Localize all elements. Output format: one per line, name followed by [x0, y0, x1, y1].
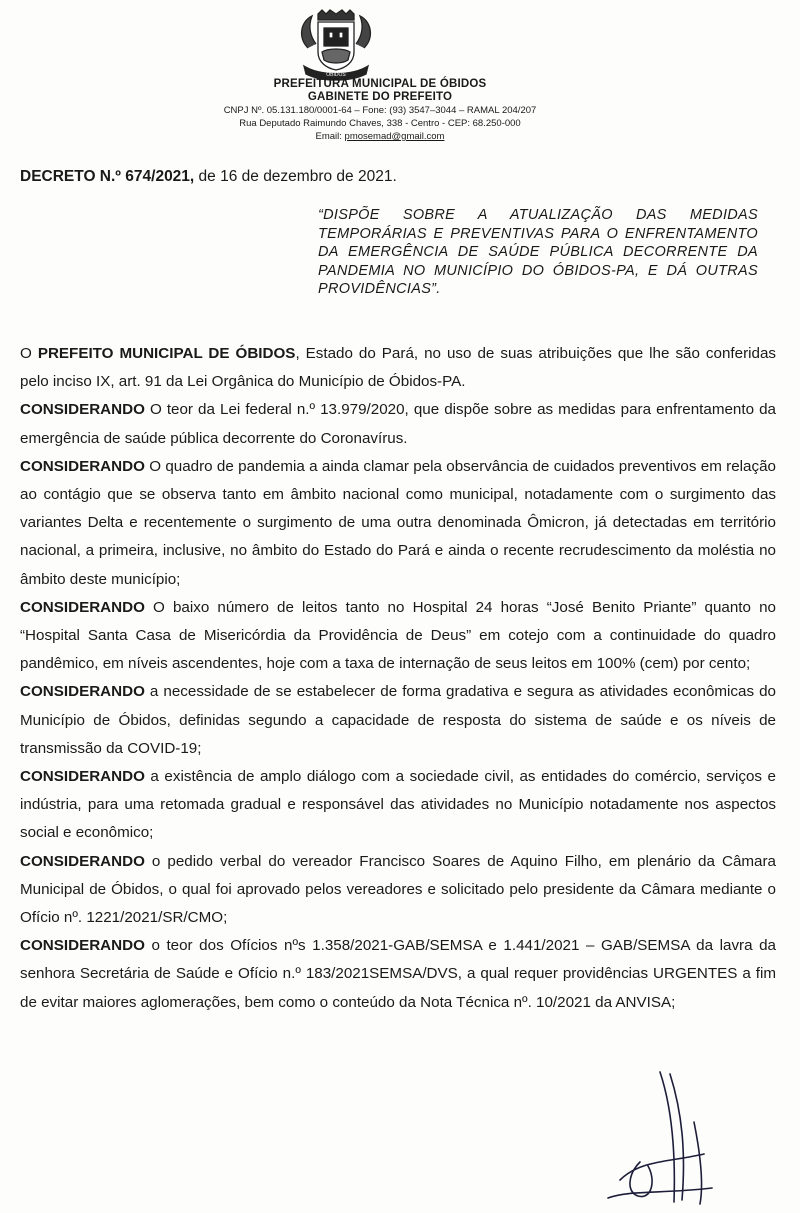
considerando-text: O quadro de pandemia a ainda clamar pela observância de cuidados preventivos em relação ao contágio que se observa tanto em âmbito nacional como municipal, notadamente com o surgimento das variantes Delta e recentemente o surgimento de uma outra denominada Ômicron, já detectadas em território nacional, a primeira, inclusive, no âmbito do Estado do Pará e ainda o recente recrudescimento da moléstia no âmbito deste município;: [20, 457, 776, 588]
decree-summary: “DISPÕE SOBRE A ATUALIZAÇÃO DAS MEDIDAS TEMPORÁRIAS E PREVENTIVAS PARA O ENFRENTAMENTO DA EMERGÊNCIA DE SAÚDE PÚBLICA DECORRENTE DA PANDEMIA NO MUNICÍPIO DO ÓBIDOS-PA, E DÁ OUTRAS PROVIDÊNCIAS”.: [318, 207, 758, 298]
decree-number: DECRETO N.º 674/2021,: [20, 168, 195, 185]
considerando-text: O teor da Lei federal n.º 13.979/2020, que dispõe sobre as medidas para enfrentamento da emergência de saúde pública decorrente do Coronavírus.: [20, 401, 776, 447]
considerando-paragraph: [20, 763, 776, 848]
considerando-keyword: CONSIDERANDO: [20, 598, 145, 616]
considerando-keyword: CONSIDERANDO: [20, 768, 145, 786]
considerando-paragraph: [20, 453, 776, 594]
considerando-keyword: CONSIDERANDO: [20, 683, 145, 701]
address-line: Rua Deputado Raimundo Chaves, 338 - Centro - CEP: 68.250-000: [239, 118, 521, 129]
considerando-paragraph: [20, 594, 776, 679]
considerando-text: a existência de amplo diálogo com a sociedade civil, as entidades do comércio, serviços e indústria, para uma retomada gradual e responsável das atividades no Município notadamente nos aspectos social e econômico;: [20, 768, 776, 842]
email-link[interactable]: pmosemad@gmail.com: [344, 131, 445, 142]
considerando-paragraph: [20, 678, 776, 763]
email-label: Email:: [315, 131, 342, 142]
preamble-text: , Estado do Pará, no uso de suas atribuições que lhe são conferidas pelo inciso IX, art. 91 da Lei Orgânica do Município de Óbidos-PA.: [20, 345, 776, 391]
office-name: GABINETE DO PREFEITO: [307, 91, 453, 103]
decree-title: [20, 168, 397, 186]
considerando-keyword: CONSIDERANDO: [20, 852, 145, 870]
org-name: PREFEITURA MUNICIPAL DE ÓBIDOS: [273, 78, 487, 90]
decree-body: [20, 340, 776, 1017]
considerando-text: o pedido verbal do vereador Francisco Soares de Aquino Filho, em plenário da Câmara Municipal de Óbidos, o qual foi aprovado pelos vereadores e solicitado pelo presidente da Câmara mediante o Ofício nº. 1221/2021/SR/CMO;: [20, 852, 776, 927]
preamble-prefix: O: [20, 345, 38, 362]
crest-banner-text: ÓBIDOS: [326, 72, 346, 78]
considerando-keyword: CONSIDERANDO: [20, 401, 145, 419]
preamble-authority: PREFEITO MUNICIPAL DE ÓBIDOS: [37, 345, 296, 362]
considerando-paragraph: [20, 932, 776, 1017]
considerando-text: o teor dos Ofícios nºs 1.358/2021-GAB/SEMSA e 1.441/2021 – GAB/SEMSA da lavra da senhora Secretária de Saúde e Ofício n.º 183/2021SEMSA/DVS, a qual requer providências URGENTES a fim de evitar maiores aglomerações, bem como o conteúdo da Nota Técnica nº. 10/2021 da ANVISA;: [20, 937, 776, 1011]
email-line: [160, 130, 600, 143]
considerando-keyword: CONSIDERANDO: [20, 457, 145, 475]
considerando-paragraph: [20, 848, 776, 933]
considerando-paragraph: [20, 396, 776, 452]
cnpj-phone-line: CNPJ Nº. 05.131.180/0001-64 – Fone: (93) 3547–3044 – RAMAL 204/207: [223, 105, 537, 116]
considerando-text: O baixo número de leitos tanto no Hospital 24 horas “José Benito Priante” quanto no “Hospital Santa Casa de Misericórdia da Providência de Deus” em cotejo com a continuidade do quadro pandêmico, em níveis ascendentes, hoje com a taxa de internação de seus leitos em 100% (cem) por cento;: [20, 598, 776, 673]
preamble-paragraph: [20, 340, 776, 396]
considerando-text: a necessidade de se estabelecer de forma gradativa e segura as atividades econômicas do Município de Óbidos, definidas segundo a capacidade de resposta do sistema de saúde e os níveis de transmissão da COVID-19;: [20, 683, 776, 757]
municipal-coat-of-arms-icon: [290, 8, 382, 82]
decree-date: de 16 de dezembro de 2021.: [198, 168, 397, 185]
letterhead: [160, 78, 600, 143]
considerando-keyword: CONSIDERANDO: [20, 937, 145, 955]
handwritten-signature: [600, 1062, 720, 1207]
